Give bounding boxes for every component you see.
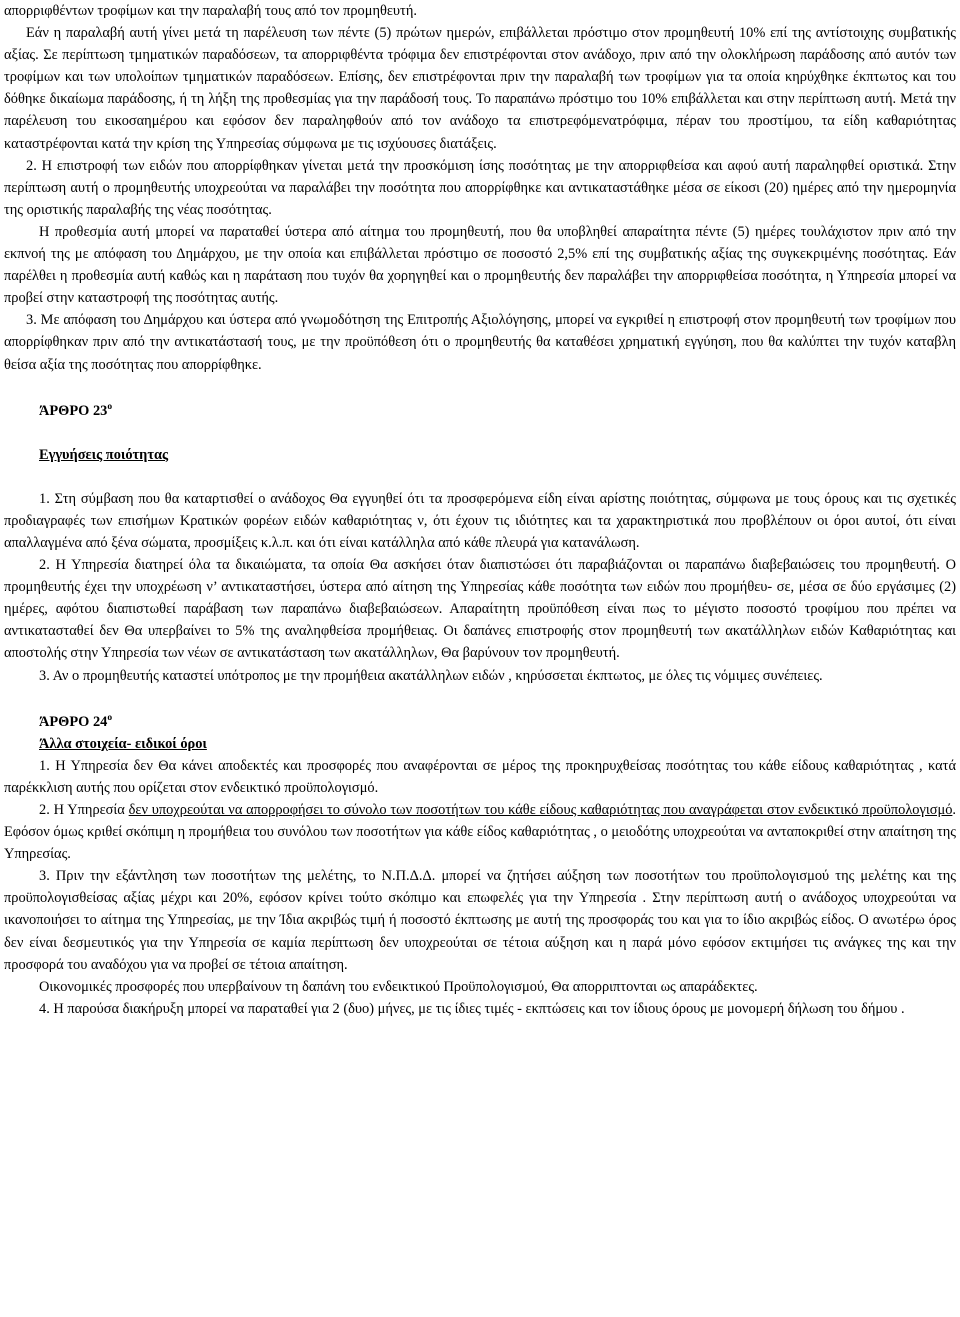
- article-23-subheading: Εγγυήσεις ποιότητας: [39, 446, 169, 463]
- article-24-item-3: 3. Πριν την εξάντληση των ποσοτήτων της μελέτης, το Ν.Π.Δ.Δ. μπορεί να ζητήσει αύξηση των ποσοτήτων του προϋπολογισμού της μελέτης και της προϋπολογισθείσας αξίας μέχρι και 20%, εφόσον κρίνει τούτο σκόπιμο και επωφελές για την Υπηρεσία . Στην περίπτωση αυτή ο ανάδοχος υποχρεούται να ικανοποιήσει το αίτημα της Υπηρεσίας, με την Ίδια ακριβώς τιμή ή ποσοστό έκπτωσης με αυτή της προσφοράς του και για το ίδιο ακριβώς είδος. Ο ανωτέρω όρος δεν είναι δεσμευτικός για την Υπηρεσία σε καμία περίπτωση δεν υποχρεούται σε τέτοια αύξηση και η παρά μόνο εφόσον εκτιμήσει τις ανάγκες της και την προσφορά του αναδόχου για να προβεί σε τέτοια απαίτηση.: [4, 868, 956, 973]
- article-23-item-3: 3. Αν ο προμηθευτής καταστεί υπότροπος με την προμήθεια ακατάλληλων ειδών , κηρύσσεται έκπτωτος, με όλες τις νόμιμες συνέπειες.: [39, 667, 823, 684]
- article-23-item-1: 1. Στη σύμβαση που θα καταρτισθεί ο ανάδοχος Θα εγγυηθεί ότι τα προσφερόμενα είδη είναι αρίστης ποιότητας, σύμφωνα με τους όρους και τις σχετικές προδιαγραφές των επισήμων Κρατικών φορέων ειδών καθαριότητας ν, ότι έχουν τις ιδιότητες και τα χαρακτηριστικά που προβλέπουν οι όροι αυτοί, ότι είναι απαλλαγμένα από ξένα σώματα, προσμίξεις κ.λ.π. και ότι είναι κατάλληλα από κάθε πλευρά για κατανάλωση.: [4, 490, 956, 551]
- spacer: [4, 687, 956, 711]
- article-24-item-1: 1. Η Υπηρεσία δεν Θα κάνει αποδεκτές και προσφορές που αναφέρονται σε μέρος της προκηρυχθείσας ποσότητας του κάθε είδους καθαριότητας , κατά παρέκκλιση αυτής που ορίζεται στον ενδεικτικό προϋπολογισμό.: [4, 757, 956, 796]
- paragraph-deadline-extension: Η προθεσμία αυτή μπορεί να παραταθεί ύστερα από αίτημα του προμηθευτή, που θα υποβληθεί απαραίτητα πέντε (5) ημέρες τουλάχιστον πριν από την εκπνοή της με απόφαση του Δημάρχου, με την οποία και επιβάλλεται πρόστιμο σε ποσοστό 2,5% επί της συμβατικής αξίας της συγκεκριμένης ποσότητας. Εάν παρέλθει η προθεσμία αυτή καθώς και η παράταση που τυχόν θα χορηγηθεί και ο προμηθευτής δεν παραλάβει την απορριφθείσα ποσότητα, η Υπηρεσία μπορεί να προβεί στην καταστροφή της ποσότητας αυτής.: [4, 223, 956, 307]
- paragraph-continuation: απορριφθέντων τροφίμων και την παραλαβή τους από τον προμηθευτή.: [4, 3, 417, 19]
- article-24-item-2-start: 2. Η Υπηρεσία: [39, 802, 129, 818]
- article-24-offers-note: Οικονομικές προσφορές που υπερβαίνουν τη δαπάνη του ενδεικτικού Προϋπολογισμού, Θα απορριπτονται ως απαράδεκτες.: [39, 978, 758, 995]
- article-24-heading: [4, 711, 956, 733]
- paragraph-item-2-return: 2. Η επιστροφή των ειδών που απορρίφθηκαν γίνεται μετά την προσκόμιση ίσης ποσότητας με την απορριφθείσα και αφού αυτή παραληφθεί οριστικά. Στην περίπτωση αυτή ο προμηθευτής υποχρεούται να παραλάβει την ποσότητα που απορρίφθηκε και αντικαταστάθηκε μέσα σε είκοσι (20) ημέρες από την ημερομηνία της οριστικής παραλαβής της νέας ποσότητας.: [4, 157, 956, 218]
- article-24-item-4: 4. Η παρούσα διακήρυξη μπορεί να παραταθεί για 2 (δυο) μήνες, με τις ίδιες τιμές - εκπτώσεις και τον ίδιους όρους με μονομερή δήλωση του δήμου .: [39, 1000, 905, 1017]
- paragraph-item-3-mayor-decision: 3. Με απόφαση του Δημάρχου και ύστερα από γνωμοδότηση της Επιτροπής Αξιολόγησης, μπορεί να εγκριθεί η επιστροφή στον προμηθευτή των τροφίμων που απορρίφθηκαν πριν από την αντικατάστασή τους, με την προϋπόθεση ότι ο προμηθευτής θα καταθέσει χρηματική εγγύηση, που θα καλύπτει την τυχόν καταβλη θείσα αξία της ποσότητας που απορρίφθηκε.: [4, 312, 956, 373]
- article-24-heading-sup: ο: [107, 712, 113, 723]
- spacer: [4, 376, 956, 400]
- article-24-heading-text: ΆΡΘΡΟ 24: [39, 713, 108, 730]
- article-24-item-2-end: . Εφόσον όμως κριθεί σκόπιμη η προμήθεια του συνόλου των ποσοτήτων για κάθε είδος καθαριότητας , ο μειοδότης υποχρεούται να ανταποκριθεί στην απαίτηση της Υπηρεσίας.: [4, 802, 957, 863]
- article-23-heading-text: ΆΡΘΡΟ 23: [39, 402, 108, 419]
- paragraph-late-collection-penalty: Εάν η παραλαβή αυτή γίνει μετά τη παρέλευση των πέντε (5) πρώτων ημερών, επιβάλλεται πρόστιμο στον προμηθευτή 10% επί της αντίστοιχης συμβατικής αξίας. Σε περίπτωση τμηματικών παραδόσεων, τα απορριφθέντα τρόφιμα δεν επιστρέφονται στον ανάδοχο, πριν από την ολοκλήρωση παράδοσης από αυτόν των τροφίμων και των υπολοίπων τμηματικών παραδόσεων. Επίσης, δεν επιστρέφονται πριν την παραλαβή των τροφίμων για τα οποία κηρύχθηκε έκπτωτος και του δόθηκε δικαίωμα παράδοσης, ή τη λήξη της προθεσμίας για την παράδοσή τους. Το παραπάνω πρόστιμο του 10% επιβάλλεται και στην περίπτωση αυτή. Μετά την παρέλευση του εικοσαημέρου και εφόσον δεν παραληφθούν από τον ανάδοχο τα επιστρεφόμενατρόφιμα, πέραν του προστίμου, τα είδη καθαριότητας καταστρέφονται κατά την κρίση της Υπηρεσίας σύμφωνα με τις ισχύουσες διατάξεις.: [4, 25, 956, 152]
- article-23-item-2: 2. Η Υπηρεσία διατηρεί όλα τα δικαιώματα, τα οποία Θα ασκήσει όταν διαπιστώσει ότι παραβιάζονται οι παραπάνω διαβεβαιώσεις του προμηθευτή. Ο προμηθευτής έχει την υποχρέωση ν’ αντικαταστήσει, ύστερα από αίτηση της Υπηρεσίας κάθε ποσότητα των ειδών που προμήθευ- σε, μέσα σε δύο εργάσιμες (2) ημέρες, αφότου διαπιστωθεί παράβαση των παραπάνω διαβεβαιώσεων. Απαραίτητη προϋπόθεση είναι πως το μέγιστο ποσοστό τροφίμου που πρέπει να αντικατασταθεί δεν Θα υπερβαίνει το 5% της αναληφθείσα προμήθειας. Οι δαπάνες επιστροφής στον προμηθευτή των ακατάλληλων ειδών Καθαριότητας και αποστολής στην Υπηρεσία των νέων σε αντικατάσταση των ακατάλληλων, Θα βαρύνουν τον προμηθευτή.: [4, 557, 956, 662]
- spacer: [4, 466, 956, 488]
- article-24-subheading: Άλλα στοιχεία- ειδικοί όροι: [39, 735, 207, 752]
- article-24-item-2-underlined: δεν υποχρεούται να απορροφήσει το σύνολο των ποσοτήτων του κάθε είδους καθαριότητας που αναγράφεται στον ενδεικτικό προϋπολογισμό: [128, 802, 953, 818]
- spacer: [4, 422, 956, 444]
- article-23-heading: [4, 400, 956, 422]
- article-24-item-2: [4, 799, 956, 865]
- article-23-heading-sup: ο: [107, 401, 113, 412]
